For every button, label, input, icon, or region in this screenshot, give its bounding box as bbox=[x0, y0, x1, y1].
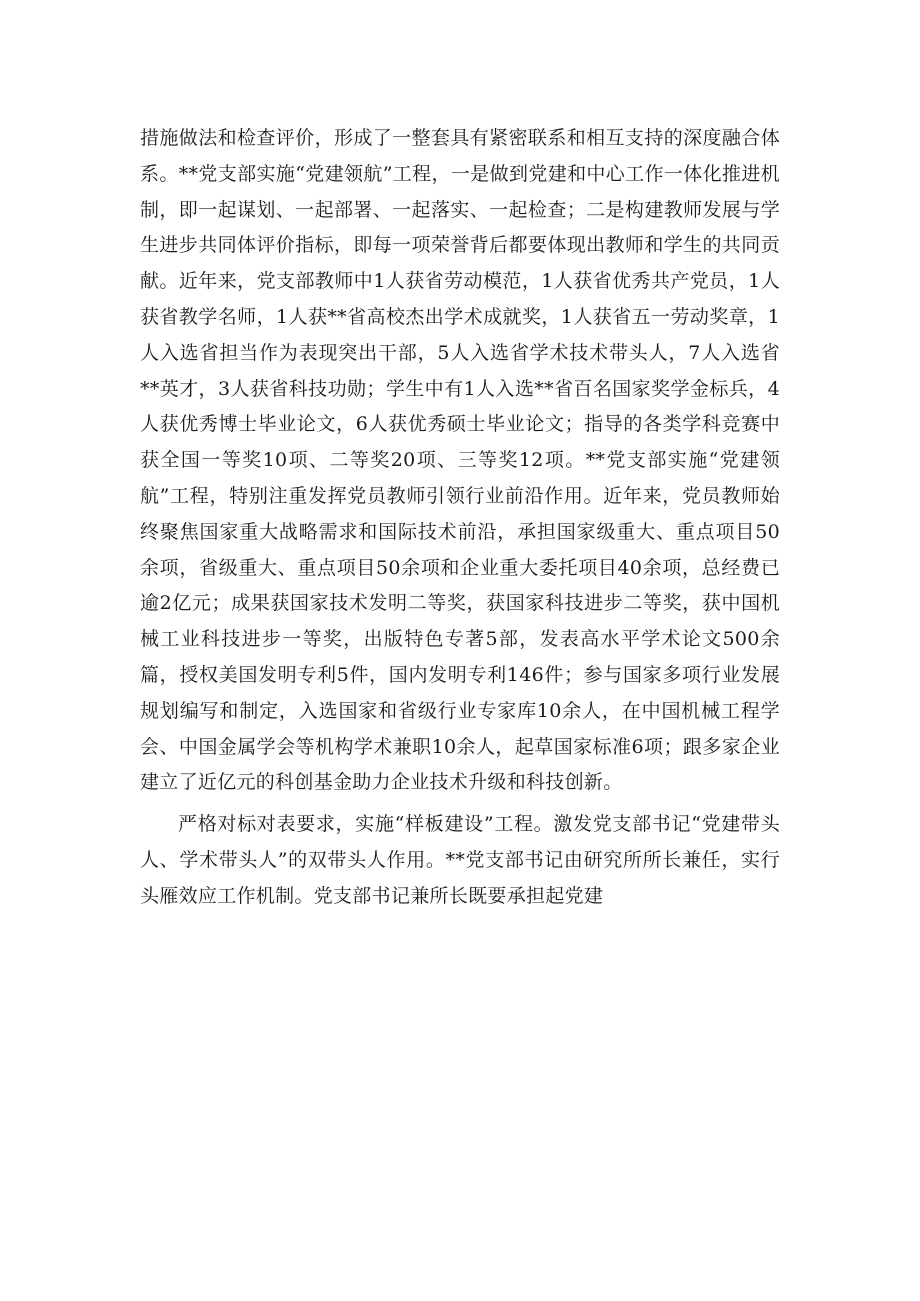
paragraph-sample-construction: 严格对标对表要求，实施“样板建设”工程。激发党支部书记“党建带头人、学术带头人”的双带头人作用。**党支部书记由研究所所长兼任，实行头雁效应工作机制。党支部书记兼所长既要承担起党建 bbox=[140, 813, 780, 907]
paragraph-continuation: 措施做法和检查评价，形成了一整套具有紧密联系和相互支持的深度融合体系。**党支部实施“党建领航”工程，一是做到党建和中心工作一体化推进机制，即一起谋划、一起部署、一起落实、一起检查；二是构建教师发展与学生进步共同体评价指标，即每一项荣誉背后都要体现出教师和学生的共同贡献。近年来，党支部教师中1人获省劳动模范，1人获省优秀共产党员，1人获省教学名师，1人获**省高校杰出学术成就奖，1人获省五一劳动奖章，1人入选省担当作为表现突出干部，5人入选省学术技术带头人，7人入选省**英才，3人获省科技功勋；学生中有1人入选**省百名国家奖学金标兵，4人获优秀博士毕业论文，6人获优秀硕士毕业论文；指导的各类学科竞赛中获全国一等奖10项、二等奖20项、三等奖12项。**党支部实施“党建领航”工程，特别注重发挥党员教师引领行业前沿作用。近年来，党员教师始终聚焦国家重大战略需求和国际技术前沿，承担国家级重大、重点项目50余项，省级重大、重点项目50余项和企业重大委托项目40余项，总经费已逾2亿元；成果获国家技术发明二等奖，获国家科技进步二等奖，获中国机械工业科技进步一等奖，出版特色专著5部，发表高水平学术论文500余篇，授权美国发明专利5件，国内发明专利146件；参与国家多项行业发展规划编写和制定，入选国家和省级行业专家库10余人，在中国机械工程学会、中国金属学会等机构学术兼职10余人，起草国家标准6项；跟多家企业建立了近亿元的科创基金助力企业技术升级和科技创新。 bbox=[140, 127, 780, 794]
document-body bbox=[140, 121, 780, 915]
